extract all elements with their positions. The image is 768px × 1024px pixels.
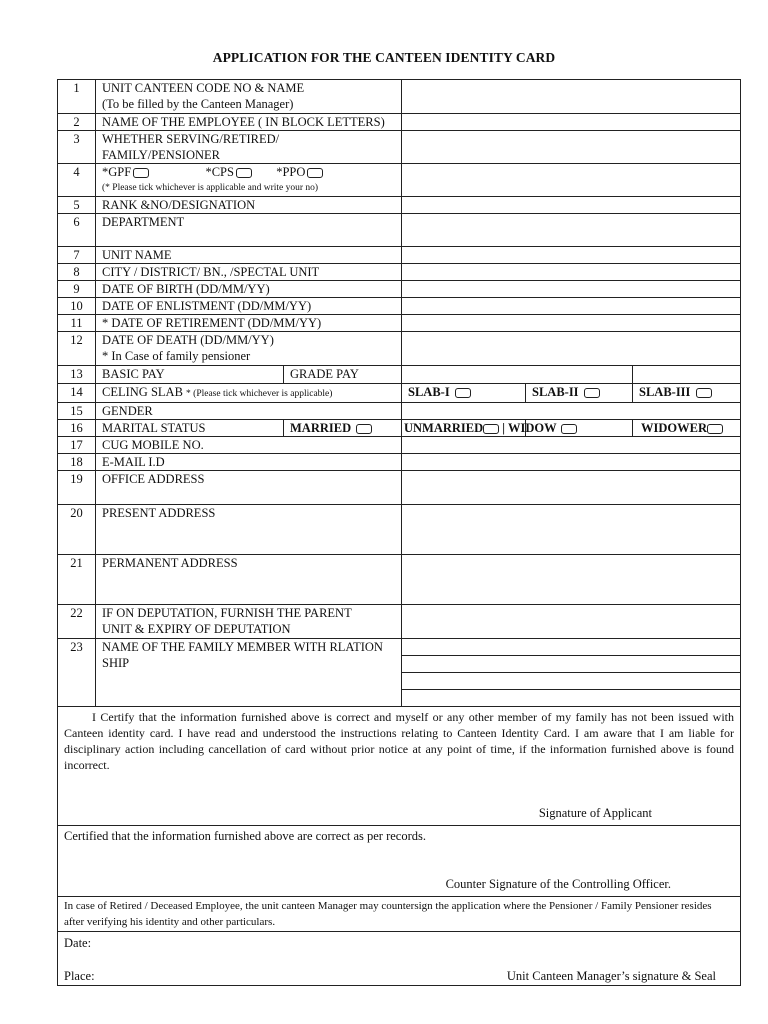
ppo-label: *PPO: [276, 165, 306, 179]
field-email[interactable]: [402, 454, 741, 471]
slab-1-checkbox[interactable]: [455, 388, 471, 398]
label-gender: GENDER: [96, 403, 402, 420]
row-4: [58, 164, 741, 197]
certification-row: [58, 707, 741, 826]
row-number: 14: [58, 384, 96, 403]
label-present-address: PRESENT ADDRESS: [96, 505, 402, 555]
family-member-line[interactable]: [402, 673, 740, 690]
slab-3-checkbox[interactable]: [696, 388, 712, 398]
row-14: [58, 384, 741, 403]
certified-row: [58, 826, 741, 897]
row-number: 9: [58, 281, 96, 298]
field-cug-mobile[interactable]: [402, 437, 741, 454]
field-deputation[interactable]: [402, 605, 741, 639]
row-17: [58, 437, 741, 454]
form-title: APPLICATION FOR THE CANTEEN IDENTITY CARD: [212, 50, 556, 65]
row-number: 23: [58, 639, 96, 707]
certified-text: Certified that the information furnished above are correct as per records.: [64, 829, 426, 843]
field-date-of-enlistment[interactable]: [402, 298, 741, 315]
field-grade-pay[interactable]: [633, 366, 741, 384]
row-number: 1: [58, 80, 96, 114]
field-permanent-address[interactable]: [402, 555, 741, 605]
label-rank: RANK &NO/DESIGNATION: [96, 197, 402, 214]
row-number: 5: [58, 197, 96, 214]
row-number: 20: [58, 505, 96, 555]
widow-checkbox[interactable]: [561, 424, 577, 434]
label-service-status: WHETHER SERVING/RETIRED/ FAMILY/PENSIONER: [96, 131, 402, 164]
family-member-line[interactable]: [402, 639, 740, 656]
field-gpf-number[interactable]: [402, 164, 741, 197]
cps-checkbox[interactable]: [236, 168, 252, 178]
label-basic-pay: BASIC PAY: [96, 366, 284, 384]
row-number: 13: [58, 366, 96, 384]
label-office-address: OFFICE ADDRESS: [96, 471, 402, 505]
field-city-district[interactable]: [402, 264, 741, 281]
label-permanent-address: PERMANENT ADDRESS: [96, 555, 402, 605]
row-number: 6: [58, 214, 96, 247]
manager-signature-label: Unit Canteen Manager’s signature & Seal: [506, 969, 716, 983]
row-number: 4: [58, 164, 96, 197]
label-cug-mobile: CUG MOBILE NO.: [96, 437, 402, 454]
option-slab-2[interactable]: SLAB-II: [526, 384, 633, 403]
unmarried-checkbox[interactable]: [483, 424, 499, 434]
field-office-address[interactable]: [402, 471, 741, 505]
married-checkbox[interactable]: [356, 424, 372, 434]
label-gpf-cps-ppo: [96, 164, 402, 197]
gpf-note: (* Please tick whichever is applicable and write your no): [102, 183, 319, 193]
row-12: [58, 332, 741, 366]
label-unit-canteen-code: UNIT CANTEEN CODE NO & NAME (To be filled by the Canteen Manager): [96, 80, 402, 114]
counter-signature-label: Counter Signature of the Controlling Officer.: [445, 877, 671, 891]
label-unit-name: UNIT NAME: [96, 247, 402, 264]
row-number: 16: [58, 420, 96, 437]
row-5: [58, 197, 741, 214]
option-slab-1[interactable]: SLAB-I: [402, 384, 526, 403]
row-19: [58, 471, 741, 505]
row-number: 19: [58, 471, 96, 505]
field-department[interactable]: [402, 214, 741, 247]
row-3: [58, 131, 741, 164]
row-10: [58, 298, 741, 315]
row-1: [58, 80, 741, 114]
field-unit-canteen-code[interactable]: [402, 80, 741, 114]
row-number: 3: [58, 131, 96, 164]
footer-row: [58, 932, 741, 986]
label-department: DEPARTMENT: [96, 214, 402, 247]
field-basic-pay[interactable]: [402, 366, 633, 384]
gpf-label: *GPF: [102, 165, 132, 179]
widower-checkbox[interactable]: [707, 424, 723, 434]
label-family-member: NAME OF THE FAMILY MEMBER WITH RLATION SHIP: [96, 639, 402, 707]
label-marital-status: MARITAL STATUS: [96, 420, 284, 437]
field-unit-name[interactable]: [402, 247, 741, 264]
cps-label: *CPS: [205, 165, 234, 179]
row-number: 21: [58, 555, 96, 605]
applicant-signature-label: Signature of Applicant: [538, 806, 652, 820]
applicant-certification: [58, 707, 741, 826]
row-number: 22: [58, 605, 96, 639]
footer-cell: [58, 932, 741, 986]
row-number: 8: [58, 264, 96, 281]
row-number: 18: [58, 454, 96, 471]
label-celing-slab: CELING SLAB * (Please tick whichever is applicable): [96, 384, 402, 403]
row-18: [58, 454, 741, 471]
slab-2-checkbox[interactable]: [584, 388, 600, 398]
field-gender[interactable]: [402, 403, 741, 420]
note-row: [58, 897, 741, 932]
option-married[interactable]: MARRIED: [284, 420, 402, 437]
field-family-members[interactable]: [402, 639, 741, 707]
row-number: 17: [58, 437, 96, 454]
row-7: [58, 247, 741, 264]
field-service-status[interactable]: [402, 131, 741, 164]
label-date-of-death: DATE OF DEATH (DD/MM/YY) * In Case of family pensioner: [96, 332, 402, 366]
family-member-line[interactable]: [402, 690, 740, 707]
certification-text: I Certify that the information furnished above is correct and myself or any other member of my family has not been issued with Canteen identity card. I have read and understood the instructions relating to Canteen Identity Card. I am aware that I am liable for disciplinary action including cancellation of card without prior notice at any point of time, if the information furnished above is found incorrect.: [64, 710, 734, 772]
label-grade-pay: GRADE PAY: [284, 366, 402, 384]
row-2: [58, 114, 741, 131]
row-number: 7: [58, 247, 96, 264]
field-present-address[interactable]: [402, 505, 741, 555]
label-date-of-birth: DATE OF BIRTH (DD/MM/YY): [96, 281, 402, 298]
row-number: 11: [58, 315, 96, 332]
gpf-checkbox[interactable]: [133, 168, 149, 178]
field-rank[interactable]: [402, 197, 741, 214]
label-deputation: IF ON DEPUTATION, FURNISH THE PARENT UNIT & EXPIRY OF DEPUTATION: [96, 605, 402, 639]
option-slab-3[interactable]: SLAB-III: [633, 384, 741, 403]
field-date-of-birth[interactable]: [402, 281, 741, 298]
field-date-of-death[interactable]: [402, 332, 741, 366]
row-11: [58, 315, 741, 332]
row-6: [58, 214, 741, 247]
retired-note: In case of Retired / Deceased Employee, the unit canteen Manager may countersign the application where the Pensioner / Family Pensioner resides after verifying his identity and other particulars.: [58, 897, 741, 932]
option-unmarried[interactable]: UNMARRIED | WIDOW: [402, 420, 526, 437]
officer-certification: [58, 826, 741, 897]
place-label: Place:: [64, 969, 95, 983]
row-number: 2: [58, 114, 96, 131]
family-member-line[interactable]: [402, 656, 740, 673]
option-widower[interactable]: WIDOWER: [633, 420, 741, 437]
label-email: E-MAIL I.D: [96, 454, 402, 471]
ppo-checkbox[interactable]: [307, 168, 323, 178]
row-23: [58, 639, 741, 707]
label-city-district: CITY / DISTRICT/ BN., /SPECTAL UNIT: [96, 264, 402, 281]
row-number: 12: [58, 332, 96, 366]
row-20: [58, 505, 741, 555]
row-22: [58, 605, 741, 639]
label-date-of-retirement: * DATE OF RETIREMENT (DD/MM/YY): [96, 315, 402, 332]
row-8: [58, 264, 741, 281]
row-9: [58, 281, 741, 298]
label-date-of-enlistment: DATE OF ENLISTMENT (DD/MM/YY): [96, 298, 402, 315]
field-date-of-retirement[interactable]: [402, 315, 741, 332]
date-label: Date:: [64, 936, 92, 950]
row-16: [58, 420, 741, 437]
row-15: [58, 403, 741, 420]
row-number: 10: [58, 298, 96, 315]
field-employee-name[interactable]: [402, 114, 741, 131]
row-21: [58, 555, 741, 605]
row-number: 15: [58, 403, 96, 420]
row-13: [58, 366, 741, 384]
application-form-table: [57, 79, 741, 986]
label-employee-name: NAME OF THE EMPLOYEE ( IN BLOCK LETTERS): [96, 114, 402, 131]
